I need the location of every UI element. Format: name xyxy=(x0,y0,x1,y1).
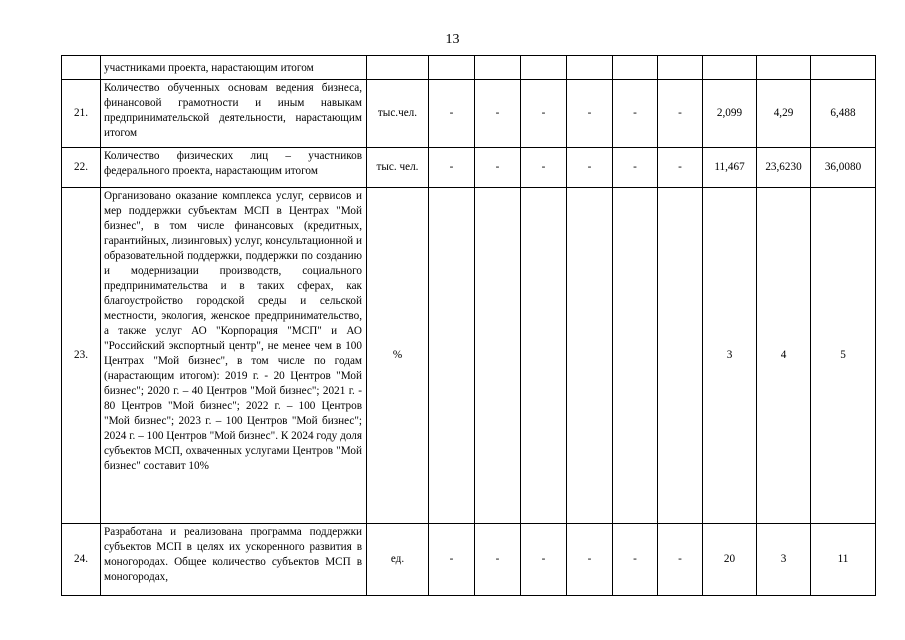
value-cell: 3 xyxy=(757,524,811,596)
value-cell xyxy=(567,56,613,80)
value-cell: - xyxy=(567,80,613,148)
value-cell xyxy=(521,56,567,80)
value-cell: - xyxy=(658,80,703,148)
value-cell: - xyxy=(521,524,567,596)
value-cell: - xyxy=(521,80,567,148)
value-cell: - xyxy=(613,524,658,596)
table-row xyxy=(62,148,876,188)
value-cell: 11 xyxy=(811,524,876,596)
value-cell xyxy=(475,56,521,80)
value-cell: 36,0080 xyxy=(811,148,876,188)
unit-cell: тыс. чел. xyxy=(367,148,429,188)
value-cell xyxy=(658,188,703,524)
indicators-table xyxy=(61,55,876,596)
value-cell: - xyxy=(429,524,475,596)
indicator-name-cell: участниками проекта, нарастающим итогом xyxy=(101,56,367,80)
indicator-name-cell: Организовано оказание комплекса услуг, сервисов и мер поддержки субъектам МСП в Центрах "Мой бизнес", в том числе финансовых (кредитных, гарантийных, лизинговых) услуг, консультационной и образовательной поддержки, поддержки по созданию и модернизации производств, социального предпринимательства и в таких сферах, как благоустройство городской среды и сельской местности, экология, женское предпринимательство, а также услуг АО "Корпорация "МСП" и АО "Российский экспортный центр", не менее чем в 100 Центрах "Мой бизнес", в том числе по годам (нарастающим итогом): 2019 г. - 20 Центров "Мой бизнес"; 2020 г. – 40 Центров "Мой бизнес"; 2021 г. - 80 Центров "Мой бизнес"; 2022 г. – 100 Центров "Мой бизнес"; 2023 г. – 100 Центров "Мой бизнес"; 2024 г. – 100 Центров "Мой бизнес". К 2024 году доля субъектов МСП, охваченных услугами Центров "Мой бизнес" составит 10% xyxy=(101,188,367,524)
value-cell: 2,099 xyxy=(703,80,757,148)
unit-cell: % xyxy=(367,188,429,524)
unit-cell: ед. xyxy=(367,524,429,596)
value-cell: - xyxy=(475,524,521,596)
indicator-name-cell: Разработана и реализована программа поддержки субъектов МСП в целях их ускоренного развития в моногородах. Общее количество субъектов МСП в моногородах, xyxy=(101,524,367,596)
indicator-name-cell: Количество обученных основам ведения бизнеса, финансовой грамотности и иным навыкам предпринимательской деятельности, нарастающим итогом xyxy=(101,80,367,148)
value-cell: - xyxy=(429,80,475,148)
value-cell xyxy=(757,56,811,80)
value-cell: - xyxy=(658,524,703,596)
value-cell: - xyxy=(567,148,613,188)
value-cell xyxy=(429,188,475,524)
table-row xyxy=(62,524,876,596)
row-number-cell: 21. xyxy=(62,80,101,148)
value-cell xyxy=(429,56,475,80)
value-cell xyxy=(521,188,567,524)
value-cell: - xyxy=(475,80,521,148)
page-number: 13 xyxy=(445,32,460,47)
row-number-cell xyxy=(62,56,101,80)
value-cell xyxy=(811,56,876,80)
value-cell xyxy=(658,56,703,80)
value-cell: - xyxy=(658,148,703,188)
value-cell xyxy=(567,188,613,524)
row-number-cell: 24. xyxy=(62,524,101,596)
value-cell xyxy=(613,56,658,80)
value-cell: 4 xyxy=(757,188,811,524)
unit-cell: тыс.чел. xyxy=(367,80,429,148)
value-cell: 3 xyxy=(703,188,757,524)
value-cell: - xyxy=(613,80,658,148)
value-cell: 4,29 xyxy=(757,80,811,148)
table-row xyxy=(62,188,876,524)
value-cell xyxy=(703,56,757,80)
value-cell xyxy=(475,188,521,524)
value-cell: 5 xyxy=(811,188,876,524)
value-cell: - xyxy=(567,524,613,596)
unit-cell xyxy=(367,56,429,80)
value-cell: - xyxy=(521,148,567,188)
value-cell: 23,6230 xyxy=(757,148,811,188)
value-cell: 11,467 xyxy=(703,148,757,188)
table-body xyxy=(62,56,876,596)
value-cell: - xyxy=(613,148,658,188)
row-number-cell: 23. xyxy=(62,188,101,524)
value-cell: - xyxy=(475,148,521,188)
table-row xyxy=(62,56,876,80)
value-cell: - xyxy=(429,148,475,188)
value-cell xyxy=(613,188,658,524)
value-cell: 20 xyxy=(703,524,757,596)
indicator-name-cell: Количество физических лиц – участников федерального проекта, нарастающим итогом xyxy=(101,148,367,188)
table-row xyxy=(62,80,876,148)
value-cell: 6,488 xyxy=(811,80,876,148)
row-number-cell: 22. xyxy=(62,148,101,188)
